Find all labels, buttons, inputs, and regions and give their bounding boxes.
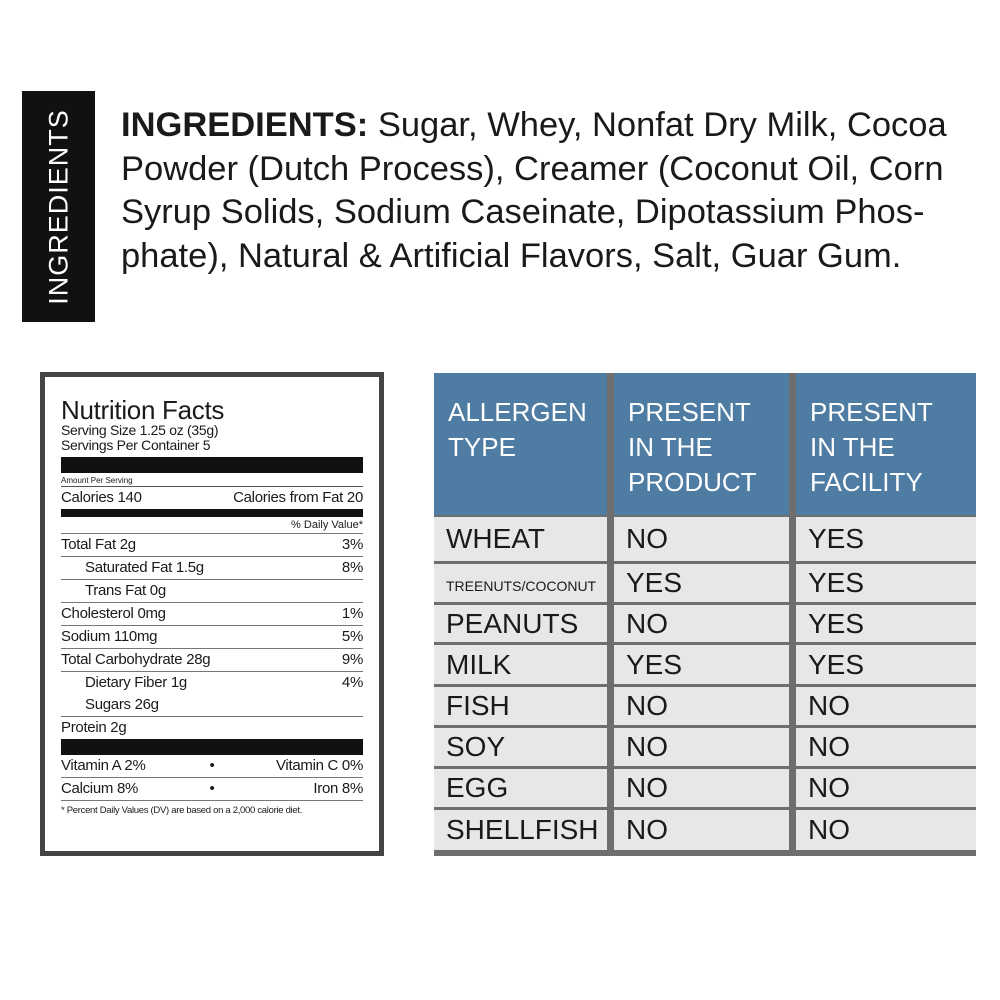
ingredients-line-1 (121, 104, 991, 148)
allergen-type-cell: PEANUTS (434, 605, 607, 642)
product-cell: YES (614, 564, 789, 602)
header-line: ALLERGEN (448, 397, 587, 427)
nutrient-row (61, 534, 363, 557)
nutrition-facts-panel (40, 372, 384, 856)
ingredients-text (121, 104, 991, 278)
product-cell: NO (614, 605, 789, 642)
ingredients-line-2: Powder (Dutch Process), Creamer (Coconut Oil, Corn (121, 149, 944, 188)
header-line: PRESENT (628, 397, 751, 427)
header-line: IN THE (810, 432, 895, 462)
facility-cell: NO (796, 769, 976, 807)
nutrient-label: Saturated Fat 1.5g (85, 559, 204, 576)
facility-cell: YES (796, 605, 976, 642)
product-cell: YES (614, 645, 789, 684)
header-line: IN THE (628, 432, 713, 462)
header-allergen-type (434, 373, 607, 515)
thick-divider (61, 739, 363, 755)
product-cell: NO (614, 769, 789, 807)
medium-divider (61, 509, 363, 517)
facility-cell: YES (796, 645, 976, 684)
nutrient-row (61, 694, 363, 717)
allergen-type-cell: SOY (434, 728, 607, 766)
nutrient-label: Total Fat 2g (61, 536, 136, 553)
nutrient-row (61, 649, 363, 672)
header-present-facility (796, 373, 976, 515)
facility-cell: YES (796, 517, 976, 561)
allergen-type-cell: SHELLFISH (434, 810, 607, 850)
facility-cell: NO (796, 728, 976, 766)
bullet-icon: • (209, 780, 215, 797)
nutrient-row (61, 557, 363, 580)
allergen-type-cell: TREENUTS/COCONUT (434, 564, 607, 602)
nutrition-title: Nutrition Facts (61, 395, 225, 425)
header-present-product (614, 373, 789, 515)
vitamin-left: Calcium 8% (61, 780, 139, 797)
facility-cell: NO (796, 687, 976, 725)
nutrient-dv: 3% (341, 536, 363, 553)
calories-row (61, 487, 363, 509)
ingredients-line-text: Sugar, Whey, Nonfat Dry Milk, Cocoa (377, 106, 947, 144)
nutrient-row (61, 580, 363, 603)
bullet-icon: • (209, 757, 215, 774)
nutrient-row (61, 717, 363, 739)
ingredients-line-3: Syrup Solids, Sodium Caseinate, Dipotassium Phos- (121, 193, 925, 231)
nutrient-dv: 5% (341, 628, 363, 645)
header-line: TYPE (448, 432, 516, 462)
nutrient-label: Cholesterol 0mg (61, 605, 166, 622)
nutrient-label: Trans Fat 0g (85, 582, 166, 599)
ingredients-line-4: phate), Natural & Artificial Flavors, Salt, Guar Gum. (121, 236, 902, 275)
allergen-table (434, 373, 976, 856)
vitamin-row (61, 778, 363, 801)
allergen-type-cell: EGG (434, 769, 607, 807)
ingredients-tab (22, 91, 95, 322)
nutrition-facts-body (45, 377, 379, 851)
nutrient-row (61, 603, 363, 626)
vitamin-right: Iron 8% (313, 780, 363, 797)
nutrient-label: Dietary Fiber 1g (85, 674, 187, 691)
daily-value-footnote: * Percent Daily Values (DV) are based on a 2,000 calorie diet. (61, 805, 303, 816)
vitamin-left: Vitamin A 2% (61, 757, 146, 774)
allergen-type-cell: WHEAT (434, 517, 607, 561)
thick-divider (61, 457, 363, 473)
vitamin-right: Vitamin C 0% (276, 757, 363, 774)
nutrient-dv: 8% (341, 559, 363, 576)
nutrient-label: Sodium 110mg (61, 628, 158, 645)
allergen-type-cell: MILK (434, 645, 607, 684)
nutrient-dv: 9% (341, 651, 363, 668)
nutrient-label: Sugars 26g (85, 696, 159, 713)
nutrient-label: Protein 2g (61, 719, 127, 736)
header-line: PRODUCT (628, 467, 757, 497)
nutrient-row (61, 626, 363, 649)
product-cell: NO (614, 517, 789, 561)
calories: Calories 140 (61, 489, 142, 506)
nutrient-row (61, 672, 363, 694)
header-line: FACILITY (810, 467, 923, 497)
product-cell: NO (614, 810, 789, 850)
ingredients-label: INGREDIENTS: (121, 106, 369, 144)
daily-value-header: % Daily Value* (61, 517, 363, 534)
allergen-type-cell: FISH (434, 687, 607, 725)
vitamin-row (61, 755, 363, 778)
facility-cell: NO (796, 810, 976, 850)
product-cell: NO (614, 687, 789, 725)
calories-from-fat: Calories from Fat 20 (233, 489, 363, 506)
serving-size: Serving Size 1.25 oz (35g) (61, 422, 219, 438)
amount-per-serving: Amount Per Serving (61, 475, 363, 487)
nutrient-label: Total Carbohydrate 28g (61, 651, 211, 668)
product-cell: NO (614, 728, 789, 766)
nutrient-dv: 4% (341, 674, 363, 691)
header-line: PRESENT (810, 397, 933, 427)
servings-per-container: Servings Per Container 5 (61, 437, 211, 453)
facility-cell: YES (796, 564, 976, 602)
nutrient-dv: 1% (341, 605, 363, 622)
ingredients-tab-label: INGREDIENTS (43, 108, 73, 305)
